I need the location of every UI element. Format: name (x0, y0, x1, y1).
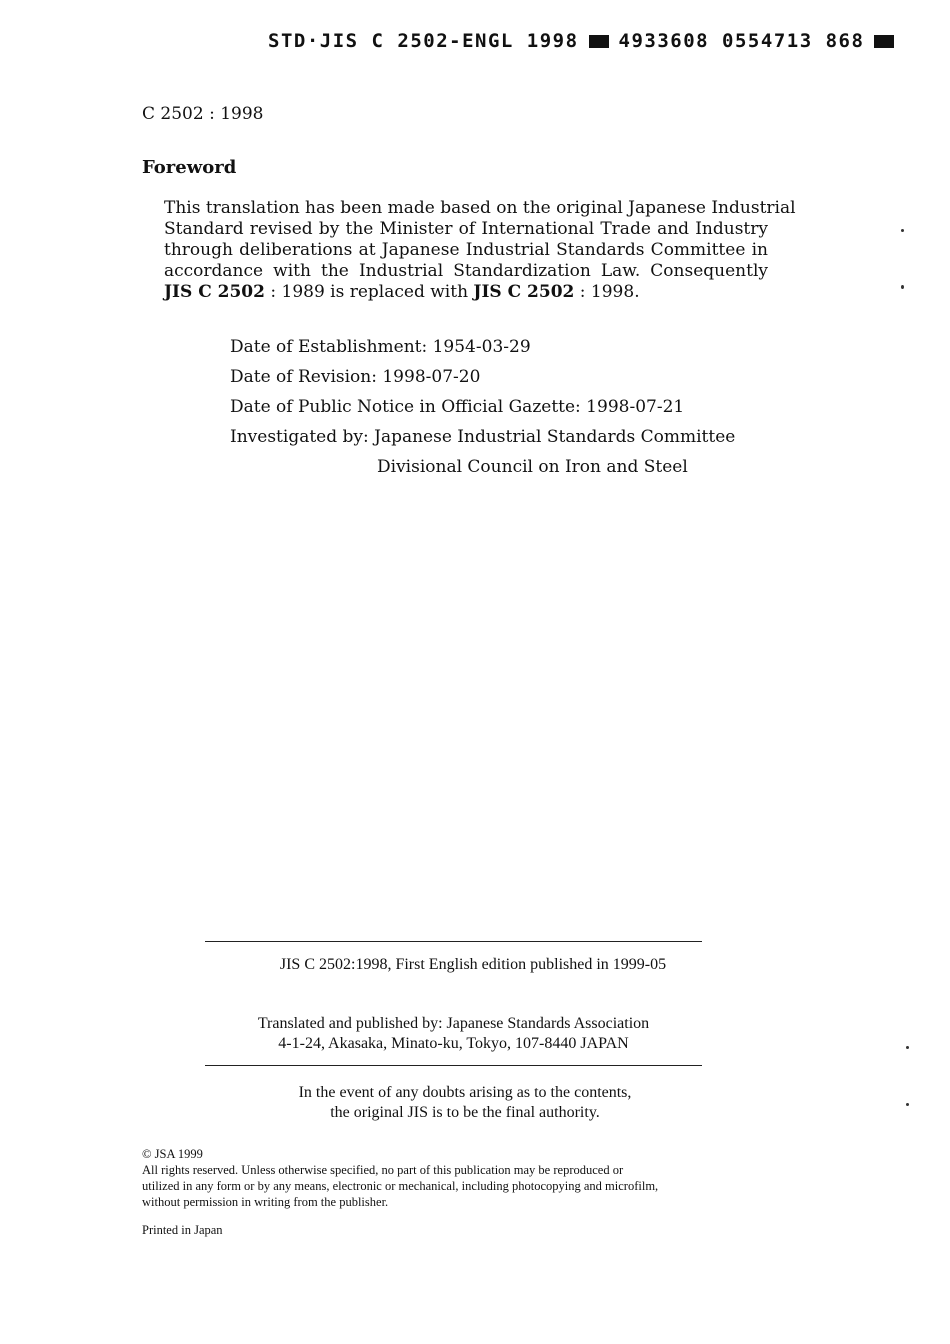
publisher-line: Translated and published by: Japanese Standards Association (257, 1015, 650, 1032)
authority-note (205, 1083, 725, 1123)
rights-line: without permission in writing from the publisher. (142, 1195, 389, 1209)
replacement-text: : 1989 is replaced with (264, 282, 474, 302)
edition-text: JIS C 2502:1998, First English edition published in 1999-05 (279, 956, 667, 973)
authority-line: the original JIS is to be the final authority. (330, 1104, 600, 1121)
foreword-line-last (164, 282, 768, 303)
header-stamp-number: 4933608 0554713 868 (618, 30, 865, 52)
scan-speck (901, 285, 904, 289)
copyright-mark: © JSA 1999 (142, 1147, 203, 1161)
stamp-block-mark-end (874, 35, 894, 48)
dates-block (230, 332, 735, 482)
rights-line: utilized in any form or by any means, electronic or mechanical, including photocopying and microfilm, (142, 1179, 659, 1193)
investigated-by-council: Divisional Council on Iron and Steel (377, 457, 688, 477)
foreword-body (164, 198, 796, 303)
scan-speck (906, 1046, 909, 1049)
std-ref-old: JIS C 2502 (164, 282, 265, 302)
printed-in: Printed in Japan (142, 1223, 223, 1237)
publisher-block (205, 1014, 702, 1054)
date-of-revision: Date of Revision: 1998-07-20 (230, 367, 481, 387)
date-of-establishment: Date of Establishment: 1954-03-29 (230, 337, 531, 357)
copyright-block (142, 1146, 782, 1210)
header-stamp-code: STD·JIS C 2502-ENGL 1998 (268, 30, 579, 52)
document-id: C 2502 : 1998 (142, 104, 264, 124)
new-year-text: : 1998. (574, 282, 640, 302)
investigated-by: Investigated by: Japanese Industrial Standards Committee (230, 427, 736, 447)
scan-speck (901, 229, 904, 232)
header-stamp (268, 30, 894, 52)
edition-note (0, 956, 950, 974)
foreword-heading: Foreword (142, 157, 237, 178)
foreword-line: Standard revised by the Minister of International Trade and Industry (164, 219, 768, 239)
authority-line: In the event of any doubts arising as to the contents, (298, 1084, 632, 1101)
publisher-address: 4-1-24, Akasaka, Minato-ku, Tokyo, 107-8440 JAPAN (278, 1035, 629, 1052)
foreword-line: through deliberations at Japanese Industrial Standards Committee in (164, 240, 768, 260)
date-of-public-notice: Date of Public Notice in Official Gazette: 1998-07-21 (230, 397, 685, 417)
stamp-block-mark (589, 35, 609, 48)
top-divider (205, 941, 702, 942)
foreword-line: accordance with the Industrial Standardization Law. Consequently (164, 261, 768, 281)
rights-line: All rights reserved. Unless otherwise specified, no part of this publication may be reproduced or (142, 1163, 624, 1177)
scan-speck (906, 1103, 909, 1106)
bottom-divider (205, 1065, 702, 1066)
std-ref-new: JIS C 2502 (473, 282, 575, 302)
foreword-line: This translation has been made based on the original Japanese Industrial (164, 198, 796, 218)
